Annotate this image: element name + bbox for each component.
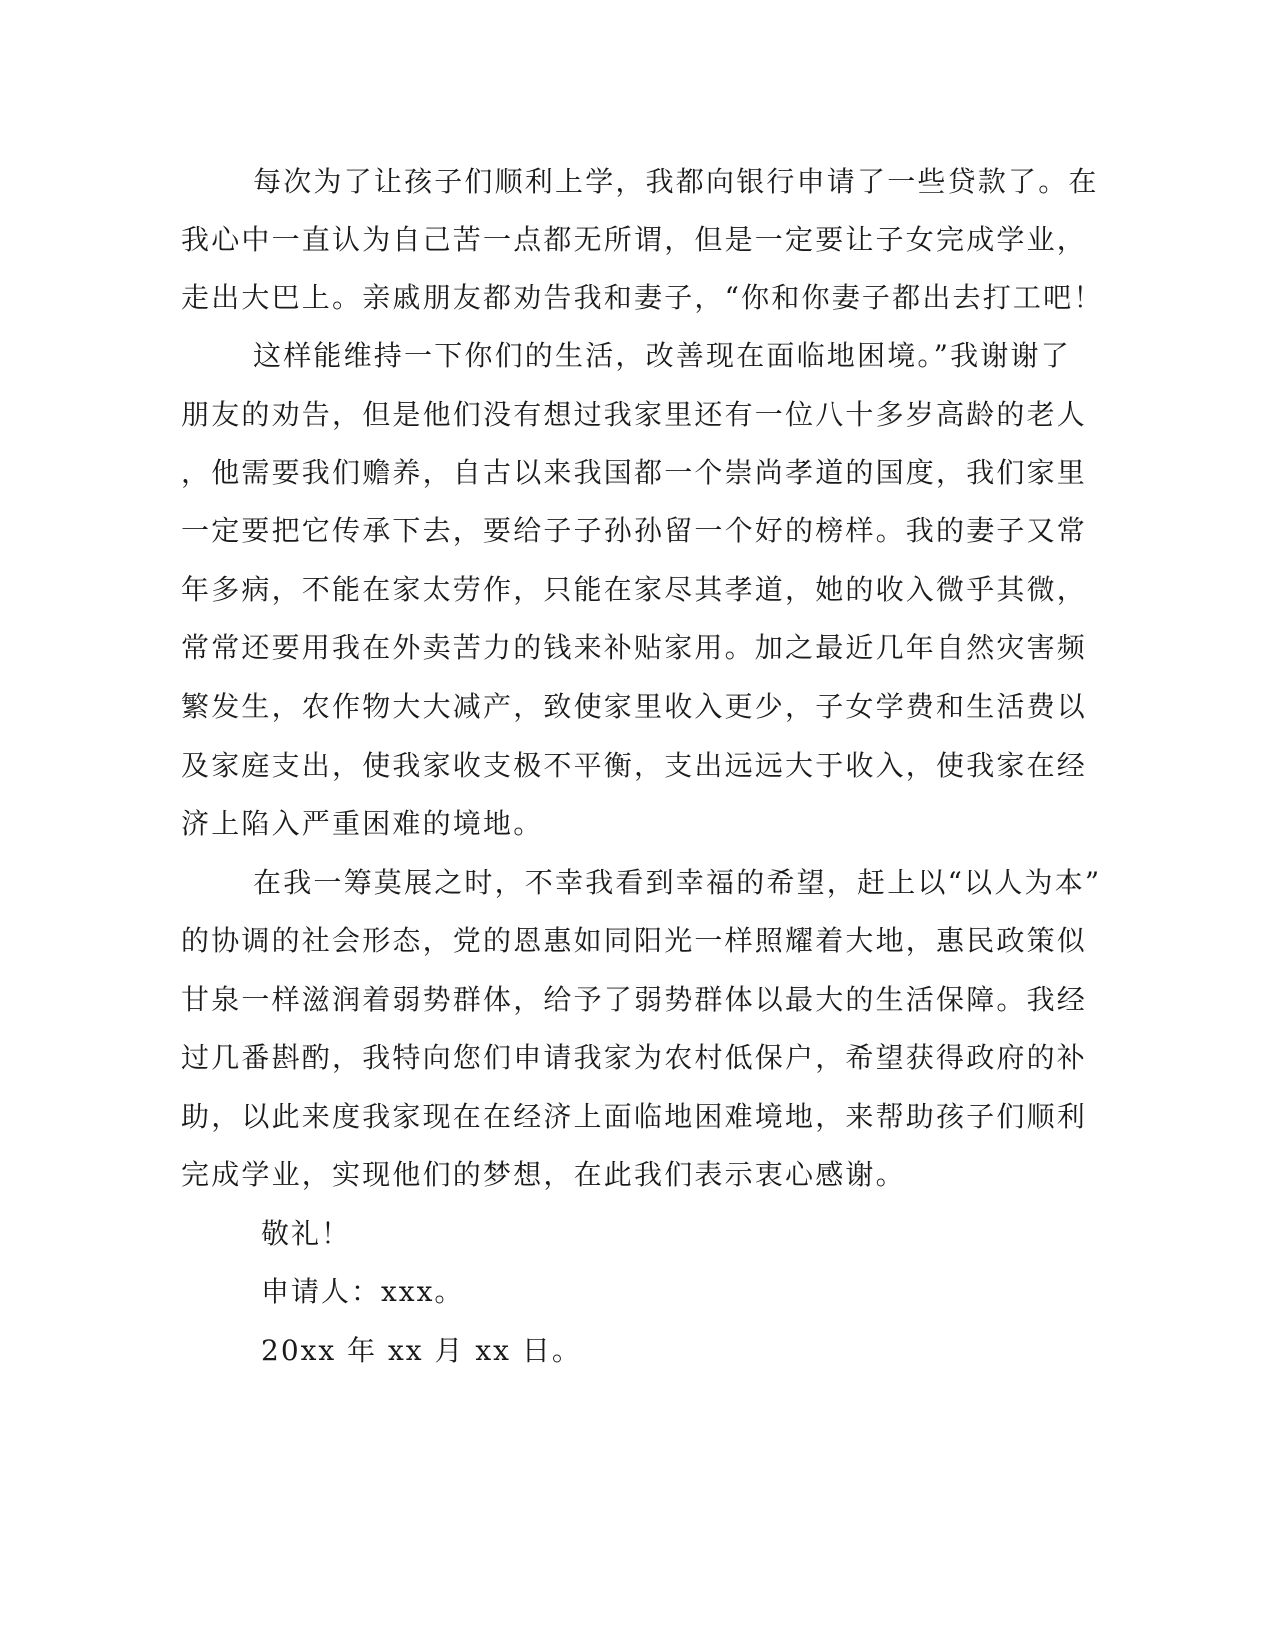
salutation: 敬礼！ bbox=[261, 1217, 352, 1250]
body-line: 年多病，不能在家太劳作，只能在家尽其孝道，她的收入微乎其微， bbox=[181, 573, 1088, 606]
body-line: ，他需要我们赡养，自古以来我国都一个崇尚孝道的国度，我们家里 bbox=[181, 456, 1088, 489]
body-line: 及家庭支出，使我家收支极不平衡，支出远远大于收入，使我家在经 bbox=[181, 749, 1088, 782]
body-line: 繁发生，农作物大大减产，致使家里收入更少，子女学费和生活费以 bbox=[181, 690, 1088, 723]
body-line: 朋友的劝告，但是他们没有想过我家里还有一位八十多岁高龄的老人 bbox=[181, 398, 1088, 431]
body-line: 助，以此来度我家现在在经济上面临地困难境地，来帮助孩子们顺利 bbox=[181, 1100, 1088, 1133]
body-line: 过几番斟酌，我特向您们申请我家为农村低保户，希望获得政府的补 bbox=[181, 1041, 1088, 1074]
body-line: 在我一筹莫展之时，不幸我看到幸福的希望，赶上以“以人为本” bbox=[253, 866, 1102, 899]
applicant-line: 申请人：xxx。 bbox=[261, 1275, 465, 1308]
body-line: 济上陷入严重困难的境地。 bbox=[181, 807, 544, 840]
body-line: 一定要把它传承下去，要给子子孙孙留一个好的榜样。我的妻子又常 bbox=[181, 514, 1088, 547]
body-line: 完成学业，实现他们的梦想，在此我们表示衷心感谢。 bbox=[181, 1158, 906, 1191]
body-line: 甘泉一样滋润着弱势群体，给予了弱势群体以最大的生活保障。我经 bbox=[181, 983, 1088, 1016]
date-line: 20xx 年 xx 月 xx 日。 bbox=[261, 1334, 582, 1367]
body-line: 的协调的社会形态，党的恩惠如同阳光一样照耀着大地，惠民政策似 bbox=[181, 924, 1088, 957]
body-line: 走出大巴上。亲戚朋友都劝告我和妻子，“你和你妻子都出去打工吧！ bbox=[181, 281, 1104, 314]
body-line: 每次为了让孩子们顺利上学，我都向银行申请了一些贷款了。在 bbox=[253, 165, 1099, 198]
body-line: 这样能维持一下你们的生活，改善现在面临地困境。”我谢谢了 bbox=[253, 339, 1071, 372]
body-line: 常常还要用我在外卖苦力的钱来补贴家用。加之最近几年自然灾害频 bbox=[181, 631, 1088, 664]
body-line: 我心中一直认为自己苦一点都无所谓，但是一定要让子女完成学业， bbox=[181, 223, 1088, 256]
